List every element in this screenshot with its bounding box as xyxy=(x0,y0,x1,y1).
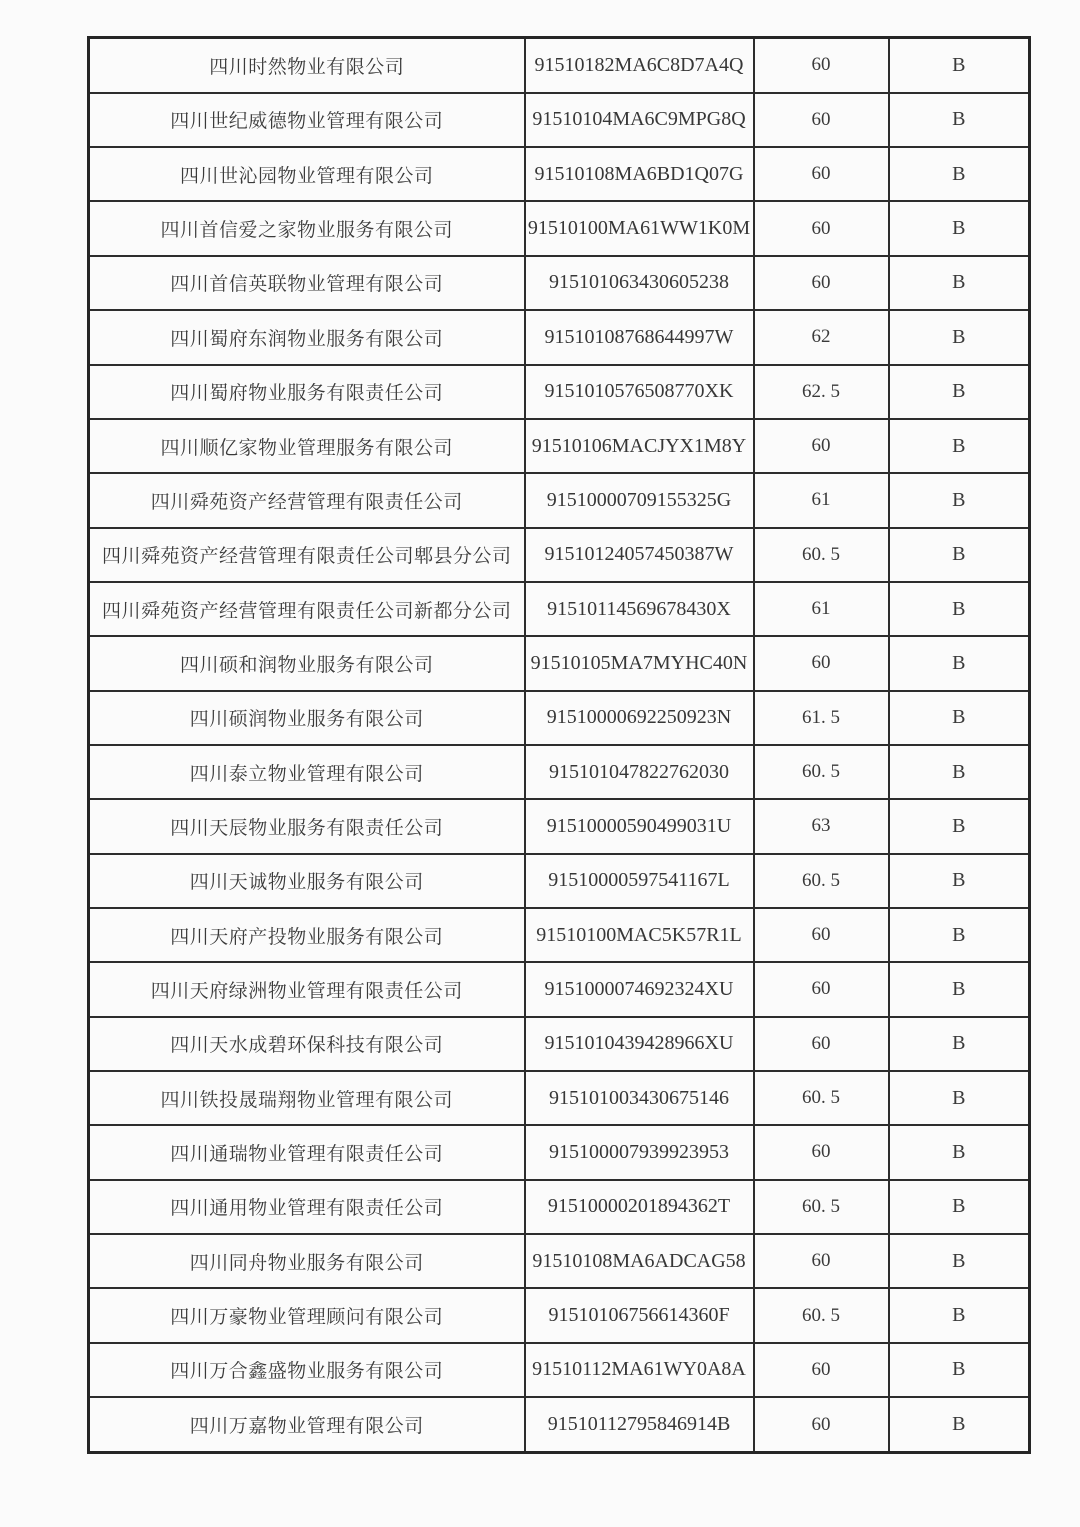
company-name-cell: 四川通用物业管理有限责任公司 xyxy=(89,1180,525,1234)
company-name-cell: 四川蜀府东润物业服务有限公司 xyxy=(89,310,525,364)
company-name-cell: 四川天府产投物业服务有限公司 xyxy=(89,908,525,962)
credit-code-cell: 9151010439428966XU xyxy=(525,1017,754,1071)
company-name-cell: 四川时然物业有限公司 xyxy=(89,38,525,93)
table-row xyxy=(89,854,1030,908)
score-cell: 60. 5 xyxy=(754,1180,889,1234)
credit-code-cell: 91510100MA61WW1K0M xyxy=(525,201,754,255)
company-name-cell: 四川同舟物业服务有限公司 xyxy=(89,1234,525,1288)
table-row xyxy=(89,1180,1030,1234)
credit-code-cell: 91510000590499031U xyxy=(525,799,754,853)
company-name-cell: 四川舜苑资产经营管理有限责任公司新都分公司 xyxy=(89,582,525,636)
company-name-cell: 四川舜苑资产经营管理有限责任公司郫县分公司 xyxy=(89,528,525,582)
grade-cell: B xyxy=(889,310,1030,364)
score-cell: 60 xyxy=(754,38,889,93)
score-cell: 61 xyxy=(754,473,889,527)
company-name-cell: 四川首信爱之家物业服务有限公司 xyxy=(89,201,525,255)
score-cell: 63 xyxy=(754,799,889,853)
score-cell: 60 xyxy=(754,419,889,473)
company-name-cell: 四川舜苑资产经营管理有限责任公司 xyxy=(89,473,525,527)
credit-code-cell: 91510106MACJYX1M8Y xyxy=(525,419,754,473)
score-cell: 60. 5 xyxy=(754,528,889,582)
company-name-cell: 四川天水成碧环保科技有限公司 xyxy=(89,1017,525,1071)
credit-code-cell: 915101063430605238 xyxy=(525,256,754,310)
credit-code-cell: 91510105MA7MYHC40N xyxy=(525,636,754,690)
company-name-cell: 四川硕和润物业服务有限公司 xyxy=(89,636,525,690)
rating-table xyxy=(87,36,1031,1454)
company-name-cell: 四川硕润物业服务有限公司 xyxy=(89,691,525,745)
company-name-cell: 四川天诚物业服务有限公司 xyxy=(89,854,525,908)
score-cell: 60 xyxy=(754,1234,889,1288)
company-name-cell: 四川万豪物业管理顾问有限公司 xyxy=(89,1288,525,1342)
score-cell: 60 xyxy=(754,1397,889,1452)
table-row xyxy=(89,38,1030,93)
table-row xyxy=(89,473,1030,527)
table-row xyxy=(89,1017,1030,1071)
credit-code-cell: 91510112795846914B xyxy=(525,1397,754,1452)
credit-code-cell: 91510000201894362T xyxy=(525,1180,754,1234)
table-row xyxy=(89,582,1030,636)
grade-cell: B xyxy=(889,528,1030,582)
credit-code-cell: 915101047822762030 xyxy=(525,745,754,799)
company-name-cell: 四川世沁园物业管理有限公司 xyxy=(89,147,525,201)
score-cell: 61 xyxy=(754,582,889,636)
grade-cell: B xyxy=(889,854,1030,908)
grade-cell: B xyxy=(889,473,1030,527)
credit-code-cell: 91510100MAC5K57R1L xyxy=(525,908,754,962)
company-name-cell: 四川天府绿洲物业管理有限责任公司 xyxy=(89,962,525,1016)
table-row xyxy=(89,201,1030,255)
company-table-body xyxy=(89,38,1030,1453)
score-cell: 60 xyxy=(754,1343,889,1397)
credit-code-cell: 9151000074692324XU xyxy=(525,962,754,1016)
company-name-cell: 四川铁投晟瑞翔物业管理有限公司 xyxy=(89,1071,525,1125)
score-cell: 60. 5 xyxy=(754,1288,889,1342)
grade-cell: B xyxy=(889,1397,1030,1452)
credit-code-cell: 91510104MA6C9MPG8Q xyxy=(525,93,754,147)
table-row xyxy=(89,419,1030,473)
score-cell: 60 xyxy=(754,201,889,255)
credit-code-cell: 91510108MA6BD1Q07G xyxy=(525,147,754,201)
table-row xyxy=(89,1234,1030,1288)
company-name-cell: 四川万嘉物业管理有限公司 xyxy=(89,1397,525,1452)
credit-code-cell: 91510000709155325G xyxy=(525,473,754,527)
table-row xyxy=(89,1397,1030,1452)
company-name-cell: 四川顺亿家物业管理服务有限公司 xyxy=(89,419,525,473)
table-row xyxy=(89,528,1030,582)
credit-code-cell: 9151010576508770XK xyxy=(525,365,754,419)
table-row xyxy=(89,745,1030,799)
table-row xyxy=(89,799,1030,853)
score-cell: 60 xyxy=(754,636,889,690)
credit-code-cell: 91510114569678430X xyxy=(525,582,754,636)
credit-code-cell: 915100007939923953 xyxy=(525,1125,754,1179)
company-name-cell: 四川世纪威德物业管理有限公司 xyxy=(89,93,525,147)
grade-cell: B xyxy=(889,365,1030,419)
table-row xyxy=(89,636,1030,690)
table-row xyxy=(89,256,1030,310)
grade-cell: B xyxy=(889,691,1030,745)
company-name-cell: 四川蜀府物业服务有限责任公司 xyxy=(89,365,525,419)
table-row xyxy=(89,365,1030,419)
table-row xyxy=(89,962,1030,1016)
credit-code-cell: 91510000692250923N xyxy=(525,691,754,745)
grade-cell: B xyxy=(889,745,1030,799)
grade-cell: B xyxy=(889,256,1030,310)
score-cell: 60. 5 xyxy=(754,745,889,799)
score-cell: 61. 5 xyxy=(754,691,889,745)
company-name-cell: 四川天辰物业服务有限责任公司 xyxy=(89,799,525,853)
grade-cell: B xyxy=(889,1017,1030,1071)
grade-cell: B xyxy=(889,38,1030,93)
credit-code-cell: 91510106756614360F xyxy=(525,1288,754,1342)
score-cell: 60 xyxy=(754,256,889,310)
credit-code-cell: 91510112MA61WY0A8A xyxy=(525,1343,754,1397)
table-row xyxy=(89,93,1030,147)
grade-cell: B xyxy=(889,908,1030,962)
company-name-cell: 四川泰立物业管理有限公司 xyxy=(89,745,525,799)
table-row xyxy=(89,1343,1030,1397)
table-row xyxy=(89,908,1030,962)
score-cell: 62 xyxy=(754,310,889,364)
credit-code-cell: 91510000597541167L xyxy=(525,854,754,908)
credit-code-cell: 915101003430675146 xyxy=(525,1071,754,1125)
company-name-cell: 四川万合鑫盛物业服务有限公司 xyxy=(89,1343,525,1397)
grade-cell: B xyxy=(889,201,1030,255)
credit-code-cell: 91510124057450387W xyxy=(525,528,754,582)
credit-code-cell: 91510108MA6ADCAG58 xyxy=(525,1234,754,1288)
grade-cell: B xyxy=(889,636,1030,690)
score-cell: 60. 5 xyxy=(754,854,889,908)
credit-code-cell: 91510182MA6C8D7A4Q xyxy=(525,38,754,93)
score-cell: 60 xyxy=(754,908,889,962)
score-cell: 60 xyxy=(754,962,889,1016)
company-rating-table xyxy=(87,36,1028,1454)
credit-code-cell: 91510108768644997W xyxy=(525,310,754,364)
company-name-cell: 四川通瑞物业管理有限责任公司 xyxy=(89,1125,525,1179)
grade-cell: B xyxy=(889,1180,1030,1234)
score-cell: 62. 5 xyxy=(754,365,889,419)
score-cell: 60 xyxy=(754,93,889,147)
table-row xyxy=(89,1125,1030,1179)
grade-cell: B xyxy=(889,1234,1030,1288)
table-row xyxy=(89,147,1030,201)
score-cell: 60 xyxy=(754,1125,889,1179)
table-row xyxy=(89,691,1030,745)
grade-cell: B xyxy=(889,582,1030,636)
grade-cell: B xyxy=(889,799,1030,853)
table-row xyxy=(89,1288,1030,1342)
score-cell: 60 xyxy=(754,147,889,201)
grade-cell: B xyxy=(889,1125,1030,1179)
score-cell: 60. 5 xyxy=(754,1071,889,1125)
company-name-cell: 四川首信英联物业管理有限公司 xyxy=(89,256,525,310)
grade-cell: B xyxy=(889,93,1030,147)
table-row xyxy=(89,1071,1030,1125)
grade-cell: B xyxy=(889,419,1030,473)
table-row xyxy=(89,310,1030,364)
grade-cell: B xyxy=(889,1071,1030,1125)
grade-cell: B xyxy=(889,962,1030,1016)
grade-cell: B xyxy=(889,1343,1030,1397)
grade-cell: B xyxy=(889,1288,1030,1342)
grade-cell: B xyxy=(889,147,1030,201)
score-cell: 60 xyxy=(754,1017,889,1071)
